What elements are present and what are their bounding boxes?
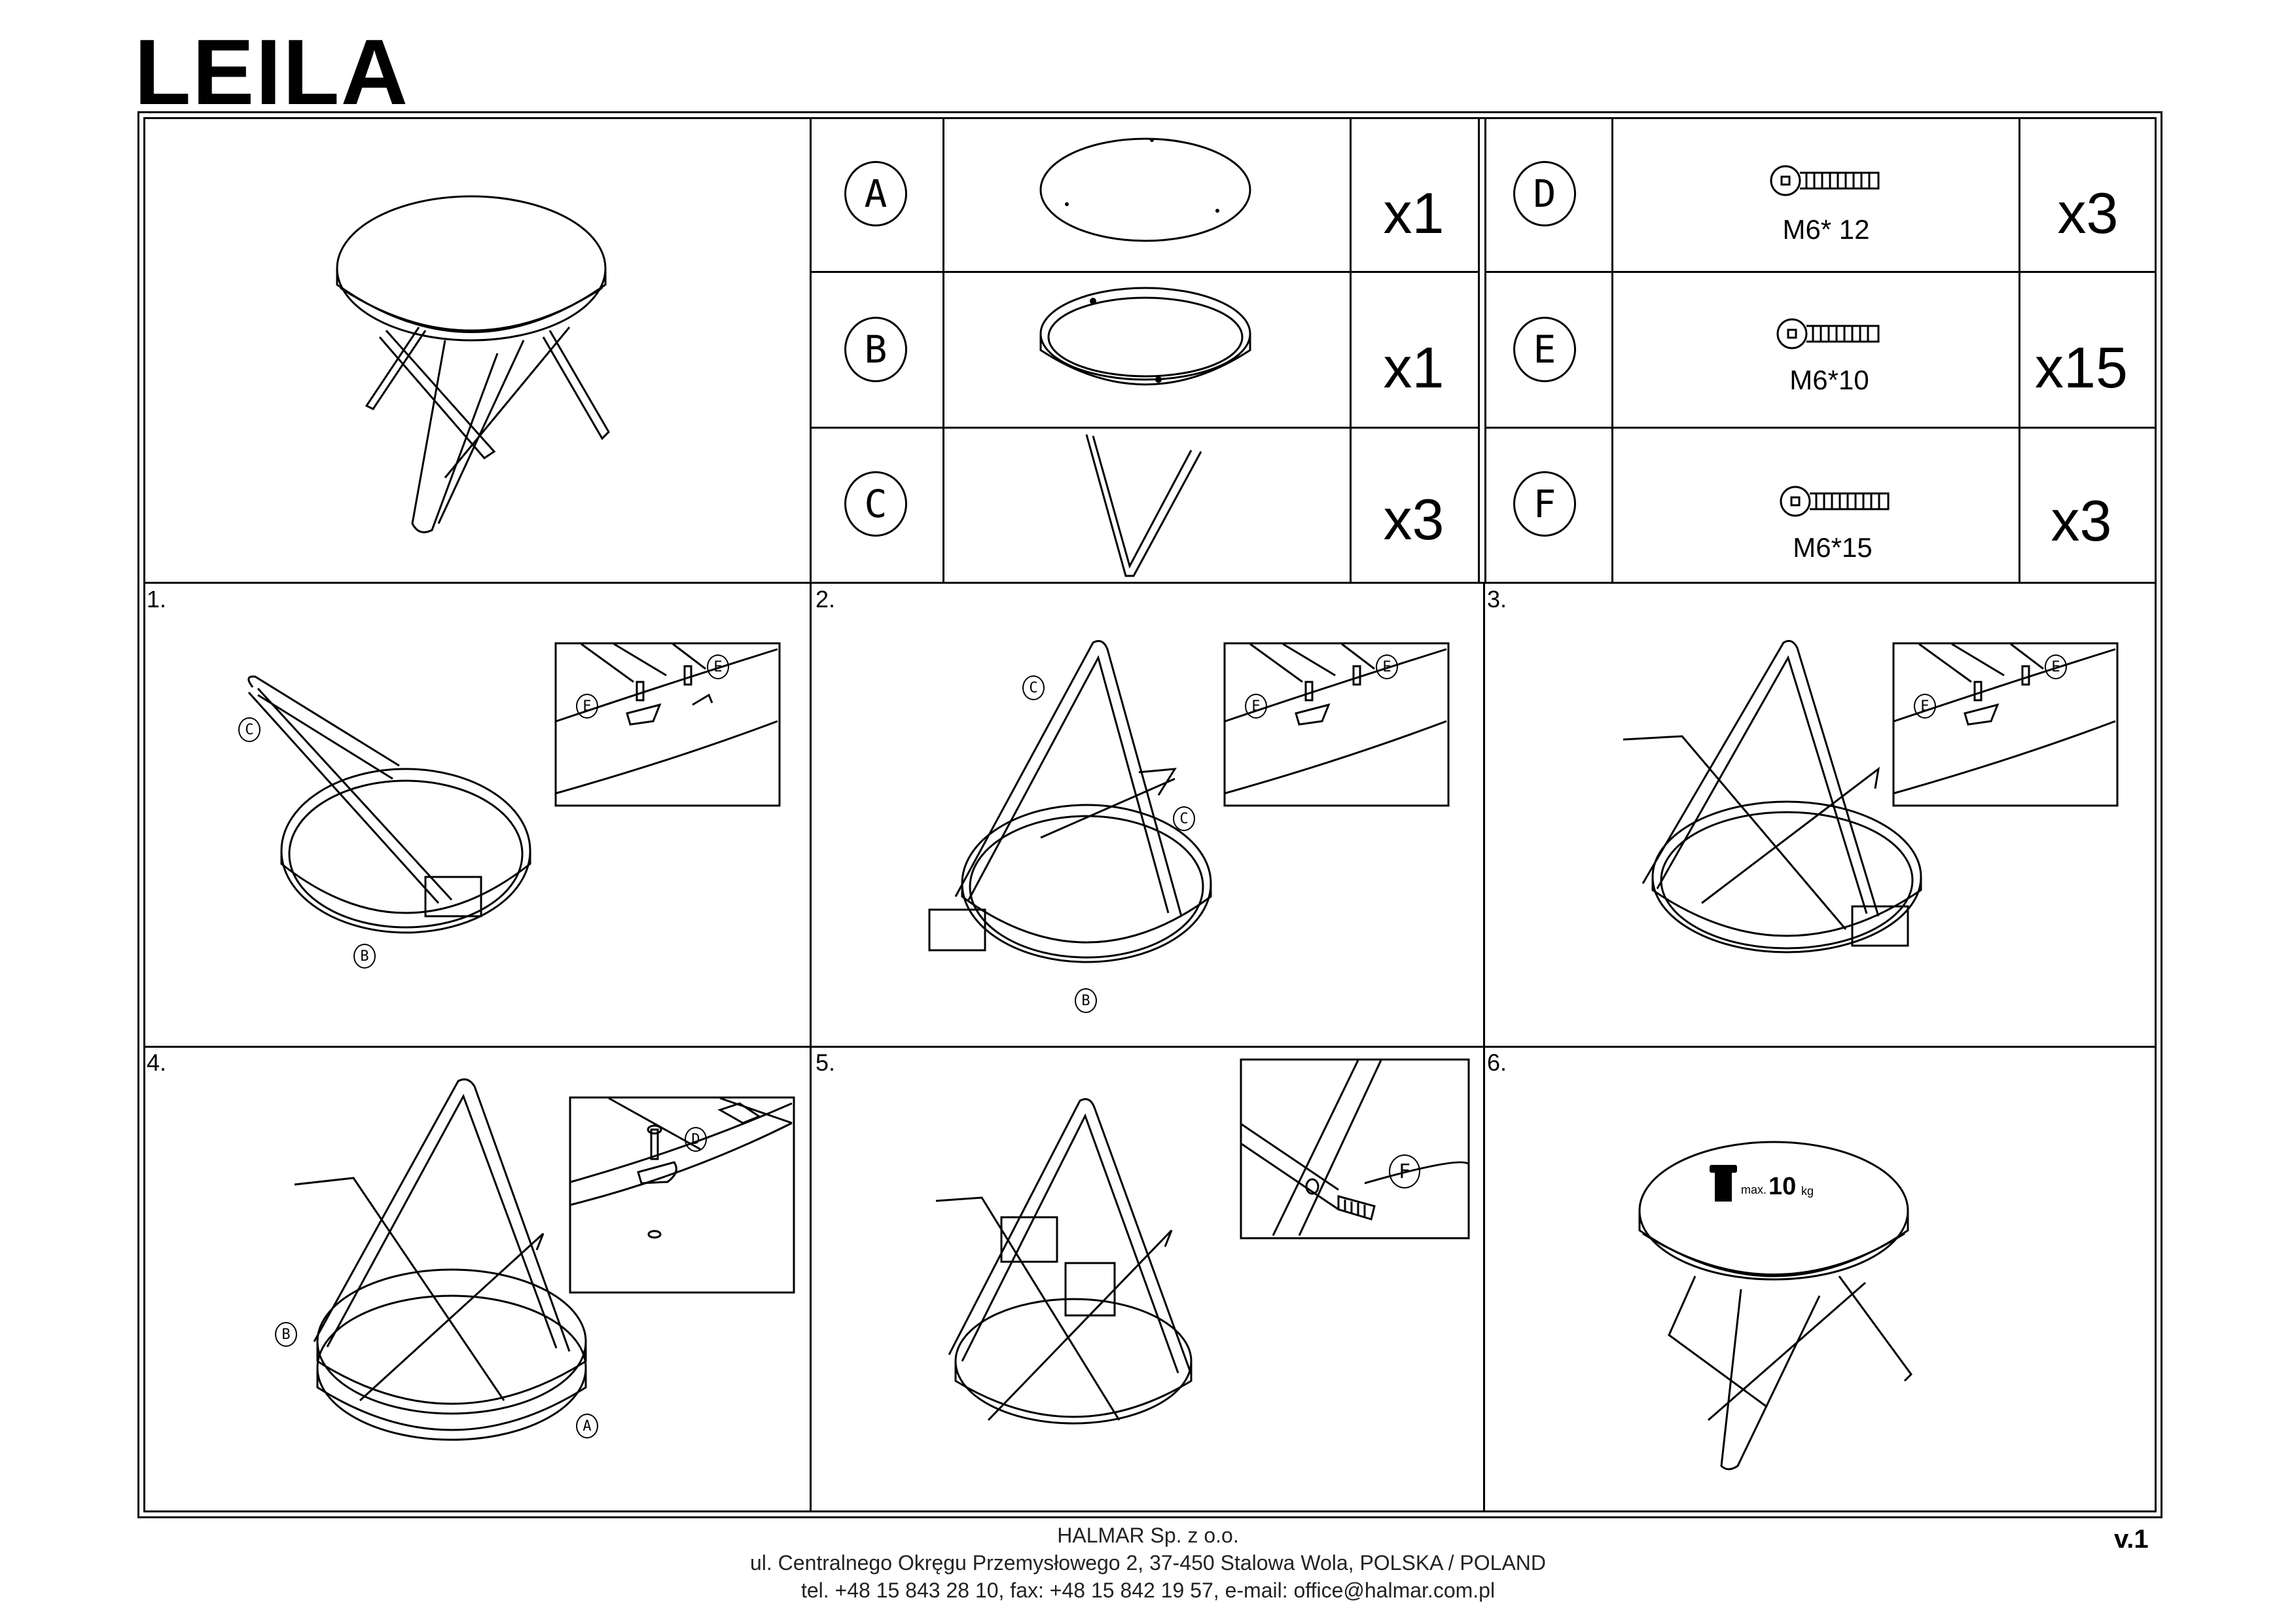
bolt-e-icon: [1774, 314, 1885, 353]
hardware-d-label: D: [1513, 161, 1576, 226]
step-4-label-b: B: [275, 1322, 297, 1347]
step-2-label-e1: E: [1245, 694, 1267, 719]
step-2-label-c2: C: [1173, 806, 1195, 831]
footer-company: HALMAR Sp. z o.o.: [1057, 1524, 1239, 1547]
footer-address: ul. Centralnego Okręgu Przemysłowego 2, 37-450 Stalowa Wola, POLSKA / POLAND: [749, 1551, 1546, 1575]
hardware-f-spec: M6*15: [1793, 532, 1873, 563]
part-a-quantity: x1: [1383, 181, 1444, 245]
step-4-label-a: A: [576, 1414, 598, 1438]
step-1-number: 1.: [147, 586, 167, 613]
max-load-unit: kg: [1801, 1185, 1814, 1198]
grid-line: [1484, 271, 2157, 273]
hardware-e-label: E: [1513, 317, 1576, 382]
step-3-label-e2: E: [2045, 654, 2067, 679]
part-c-label: C: [844, 471, 907, 537]
grid-line: [810, 271, 1480, 273]
step-4-detail-inset: [569, 1097, 795, 1293]
tabletop-a-illustration: [1034, 131, 1257, 249]
step-1-detail-inset: [555, 643, 780, 806]
step-1-label-e1: E: [576, 694, 598, 719]
step-4-number: 4.: [147, 1049, 167, 1076]
step-5-illustration: [929, 1099, 1204, 1453]
grid-line: [942, 117, 944, 583]
step-1-label-c: C: [238, 717, 260, 742]
part-a-label: A: [844, 161, 907, 226]
grid-line: [810, 427, 1480, 429]
part-c-quantity: x3: [1383, 487, 1444, 552]
leg-c-illustration: [1073, 432, 1217, 582]
step-6-number: 6.: [1487, 1049, 1507, 1076]
hardware-e-quantity: x15: [2035, 335, 2128, 400]
hardware-f-label: F: [1513, 471, 1576, 537]
grid-line: [1484, 427, 2157, 429]
step-3-illustration: [1617, 641, 1924, 982]
grid-line: [810, 117, 812, 1512]
max-load-prefix: max.: [1741, 1183, 1767, 1196]
hardware-f-quantity: x3: [2051, 488, 2112, 553]
part-b-quantity: x1: [1383, 335, 1444, 400]
ring-frame-b-illustration: [1034, 281, 1257, 412]
version-label: v.1: [2114, 1525, 2149, 1554]
bolt-f-icon: [1777, 482, 1895, 521]
part-b-label: B: [844, 317, 907, 382]
weight-icon: [1715, 1170, 1732, 1202]
grid-line: [1484, 117, 1486, 583]
bolt-d-icon: [1767, 161, 1885, 200]
step-1-label-e2: E: [707, 654, 729, 679]
max-load-value: 10: [1768, 1173, 1797, 1200]
hardware-d-quantity: x3: [2057, 181, 2119, 245]
grid-line: [1611, 117, 1613, 583]
step-2-number: 2.: [816, 586, 836, 613]
step-5-label-f: F: [1389, 1154, 1420, 1188]
step-3-detail-inset: [1893, 643, 2118, 806]
step-1-label-b: B: [353, 944, 376, 969]
hardware-e-spec: M6*10: [1789, 365, 1869, 395]
step-3-number: 3.: [1487, 586, 1507, 613]
hardware-d-spec: M6* 12: [1782, 214, 1870, 245]
step-2-detail-inset: [1224, 643, 1449, 806]
step-4-illustration: [288, 1080, 589, 1459]
step-2-label-b: B: [1075, 988, 1097, 1013]
document-title: LEILA: [134, 20, 410, 124]
grid-line: [1483, 583, 1485, 1512]
step-2-label-c1: C: [1022, 675, 1045, 700]
step-5-detail-inset: [1240, 1059, 1469, 1239]
step-5-number: 5.: [816, 1049, 836, 1076]
step-4-label-d: D: [685, 1127, 707, 1152]
step-2-label-e2: E: [1376, 654, 1398, 679]
step-1-illustration: [242, 674, 537, 975]
footer-contact: tel. +48 15 843 28 10, fax: +48 15 842 19 57, e-mail: office@halmar.com.pl: [800, 1578, 1496, 1602]
grid-line: [143, 1046, 2157, 1048]
weight-icon-top: [1710, 1165, 1737, 1173]
assembled-table-illustration: [327, 183, 628, 550]
step-3-label-e1: E: [1914, 694, 1936, 719]
